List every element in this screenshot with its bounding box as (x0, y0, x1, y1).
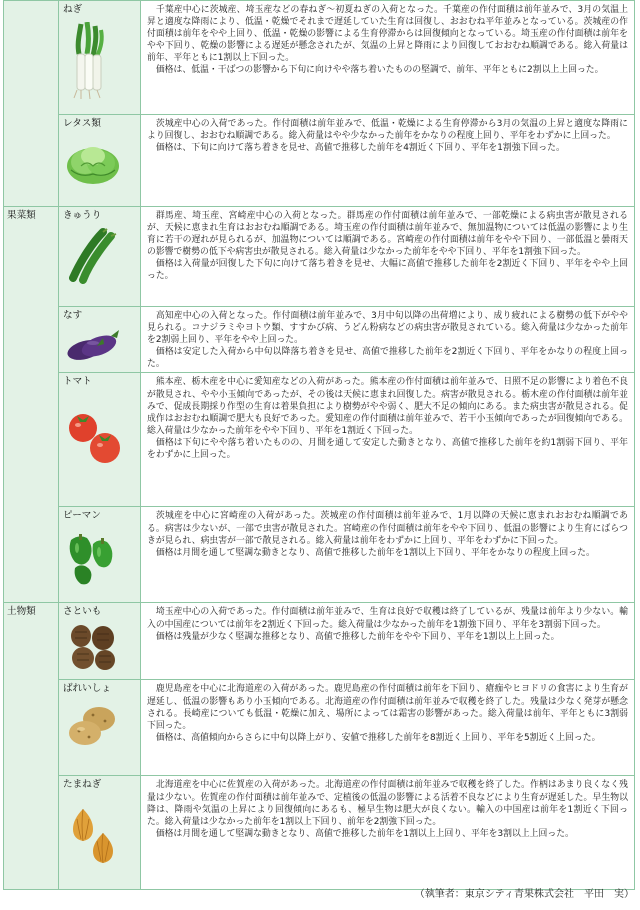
report-paragraph: 群馬産、埼玉産、宮崎産中心の入荷となった。群馬産の作付面積は前年並みで、一部乾燥による病虫害が散見されるが、天候に恵まれ生育はおおむね順調である。埼玉産の作付面積は前年並みで、無加温物については低温の影響により生育に若干の遅れが見られるが、加温物については順調である。宮崎産の作付面積は前年をやや下回り、一部低温と曇雨天の影響で樹勢の低下や病害虫が散見される。総入荷量は少なかった前年をやや下回り、平年を1割強下回った。 (147, 211, 628, 258)
onion-icon (63, 805, 136, 871)
table-row (4, 373, 635, 507)
cucumber-icon (63, 228, 136, 290)
vegetable-name: なす (63, 310, 83, 321)
category-label: 果菜類 (7, 210, 36, 221)
report-paragraph: 高知産中心の入荷となった。作付面積は前年並みで、3月中旬以降の出荷増により、成り疲れによる樹勢の低下がやや見られる。コナジラミやヨトウ類、すすかび病、うどん粉病などの病虫害が散見されている。総入荷量は少なかった前年を2割弱上回り、平年をやや上回った。 (147, 311, 628, 346)
author-credit: （執筆者：東京シティ青果株式会社 平田 実） (414, 889, 634, 900)
lettuce-icon (63, 136, 136, 190)
category-cell (4, 1, 59, 115)
table-row (4, 680, 635, 776)
green-pepper-icon (63, 528, 136, 592)
vegetable-name-cell (59, 207, 141, 307)
report-text-cell (141, 1, 635, 115)
vegetable-report-table (3, 0, 635, 890)
table-row (4, 1, 635, 115)
category-cell (4, 680, 59, 776)
report-paragraph: 価格は月間を通して堅調な動きとなり、高値で推移した前年を1割以上上回り、平年を3割以上上回った。 (155, 828, 574, 839)
vegetable-name-cell (59, 680, 141, 776)
report-text-cell (141, 507, 635, 603)
vegetable-name-cell (59, 603, 141, 680)
vegetable-name: ばれいしょ (63, 683, 111, 695)
vegetable-name-cell (59, 507, 141, 603)
report-paragraph: 千葉産中心に茨城産、埼玉産などの春ねぎ〜初夏ねぎの入荷となった。千葉産の作付面積は前年並みで、3月の気温上昇と適度な降雨により、低温・乾燥でそれまで遅延していた生育は回復し、おおむね平年並みとなっている。茨城産の作付面積は前年をやや上回り、低温・乾燥の影響による生育停滞からは回復傾向となっている。埼玉産の作付面積は前年をやや下回り、乾燥の影響による遅延が懸念されたが、気温の上昇と降雨により回復しておおむね順調である。総入荷量は前年、平年ともに1割以上下回った。 (147, 5, 628, 64)
report-text-cell (141, 207, 635, 307)
report-text-cell (141, 373, 635, 507)
category-cell (4, 207, 59, 307)
vegetable-name-cell (59, 776, 141, 890)
vegetable-name: きゅうり (63, 210, 102, 221)
report-paragraph: 鹿児島産を中心に北海道産の入荷があった。鹿児島産の作付面積は前年を下回り、瘡痂やヒヨドリの食害により生育が遅延し、低温の影響もあり小玉傾向である。北海道産の作付面積は前年並みで収穫を終了した。残量は少なく発芽が懸念される。長崎産についても低温・乾燥に加え、場所によっては霜害の影響があった。総入荷量は前年、平年ともに3割弱下回った。 (147, 684, 628, 731)
table-row (4, 507, 635, 603)
category-cell (4, 603, 59, 680)
report-paragraph: 価格は下旬にやや落ち着いたものの、月間を通して安定した動きとなり、高値で推移した前年を約1割弱下回り、平年をわずかに上回った。 (147, 437, 628, 461)
vegetable-name: さといも (63, 606, 102, 618)
report-paragraph: 価格は、低温・干ばつの影響から下旬に向けやや落ち着いたものの堅調で、前年、平年ともに2割以上上回った。 (155, 65, 604, 76)
report-text-cell (141, 776, 635, 890)
vegetable-name: トマト (63, 376, 92, 388)
eggplant-icon (63, 324, 136, 368)
report-paragraph: 熊本産、栃木産を中心に愛知産などの入荷があった。熊本産の作付面積は前年並みで、日照不足の影響により着色不良が散見され、やや小玉傾向であったが、その後は天候に恵まれ回復した。病害が散見される。栃木産の作付面積は前年並みで、促成長期採り作型の生育は着果負担により樹勢がやや弱く、肥大不足の傾向にある。また病虫害が散見される。促成作はおおむね順調で肥大も良好であった。愛知産の作付面積は前年並みで、若干小玉傾向であったが回復傾向である。総入荷量は少なかった前年をやや下回り、平年を1割近く下回った。 (147, 377, 628, 436)
vegetable-name-cell (59, 1, 141, 115)
report-text-cell (141, 307, 635, 373)
table-row (4, 307, 635, 373)
table-row (4, 776, 635, 890)
category-cell (4, 115, 59, 207)
report-paragraph: 価格は月間を通して堅調な動きとなり、高値で推移した前年を1割以上下回り、平年をかなりの程度上回った。 (155, 547, 595, 558)
table-row (4, 207, 635, 307)
table-row (4, 115, 635, 207)
vegetable-name-cell (59, 373, 141, 507)
tomato-icon (63, 408, 136, 472)
report-paragraph: 価格は入荷量が回復した下旬に向けて落ち着きを見せ、大幅に高値で推移した前年を2割近く下回り、平年をやや上回った。 (147, 259, 628, 282)
vegetable-name-cell (59, 115, 141, 207)
taro-icon (63, 622, 136, 676)
category-label: 土物類 (7, 606, 36, 618)
report-paragraph: 茨城産を中心に宮崎産の入荷があった。茨城産の作付面積は前年並みで、1月以降の天候に恵まれおおむね順調である。病害は少ないが、一部で虫害が散見された。宮崎産の作付面積は前年をやや下回り、低温の影響により生育にばらつきが見られ、病虫害が一部で散見される。総入荷量は前年をわずかに上回り、平年をわずかに下回った。 (147, 511, 628, 546)
green-onion-icon (63, 22, 136, 104)
report-paragraph: 価格は残量が少なく堅調な推移となり、高値で推移した前年をやや下回り、平年を1割以上上回った。 (155, 631, 560, 642)
vegetable-name-cell (59, 307, 141, 373)
report-paragraph: 価格は、下旬に向けて落ち着きを見せ、高値で推移した前年を4割近く下回り、平年を1割強下回った。 (155, 143, 565, 154)
category-cell (4, 373, 59, 507)
category-cell (4, 507, 59, 603)
report-paragraph: 茨城産中心の入荷であった。作付面積は前年並みで、低温・乾燥による生育停滞から3月の気温の上昇と適度な降雨により回復し、おおむね順調である。総入荷量はやや少なかった前年をかなりの程度上回り、平年をわずかに上回った。 (147, 119, 628, 142)
vegetable-name: ねぎ (63, 4, 83, 15)
vegetable-name: ピーマン (63, 510, 101, 522)
category-cell (4, 776, 59, 890)
report-paragraph: 価格は安定した入荷から中旬以降落ち着きを見せ、高値で推移した前年を2割近く下回り、平年をかなりの程度上回った。 (147, 347, 628, 370)
table-row (4, 603, 635, 680)
potato-icon (63, 701, 136, 755)
report-paragraph: 埼玉産中心の入荷であった。作付面積は前年並みで、生育は良好で収穫は終了しているが、残量は前年より少ない。輸入の中国産については前年を2割近く下回った。総入荷量は少なかった前年を1割強下回り、平年を3割弱下回った。 (147, 607, 628, 630)
vegetable-name: レタス類 (63, 118, 101, 129)
report-text-cell (141, 115, 635, 207)
report-paragraph: 価格は、高値傾向からさらに中旬以降上がり、安値で推移した前年を8割近く上回り、平年を5割近く上回った。 (155, 732, 601, 743)
vegetable-name: たまねぎ (63, 779, 102, 791)
category-cell (4, 307, 59, 373)
report-paragraph: 北海道産を中心に佐賀産の入荷があった。北海道産の作付面積は前年並みで収穫を終了した。作柄はあまり良くなく残量は少ない。佐賀産の作付面積は前年並みで、定植後の低温の影響による活着不良などにより生育が遅延した。早生物以降は、降雨や気温の上昇により回復傾向にあるも、極早生物は肥大が良くない。輸入の中国産は前年を1割近く下回った。総入荷量は少なかった前年を1割以上下回り、前年を2割強下回った。 (147, 780, 628, 827)
report-text-cell (141, 603, 635, 680)
report-text-cell (141, 680, 635, 776)
